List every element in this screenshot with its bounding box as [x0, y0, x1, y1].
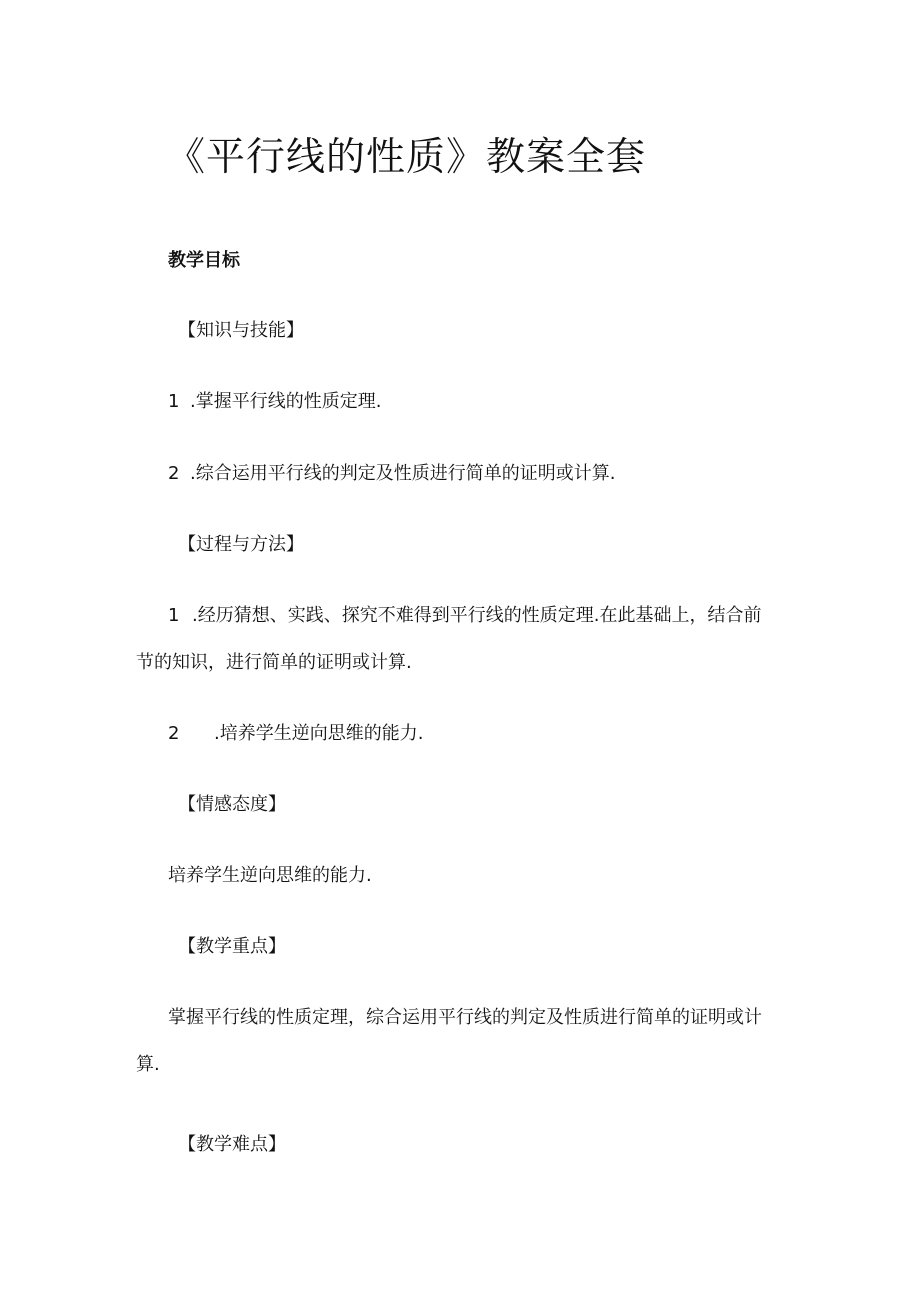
knowledge-heading: 【知识与技能】	[178, 320, 304, 341]
key-text-line1: 掌握平行线的性质定理，综合运用平行线的判定及性质进行简单的证明或计	[168, 1007, 762, 1028]
item-number: 2	[168, 723, 180, 744]
document-title: 《平行线的性质》教案全套	[166, 135, 647, 180]
difficulty-heading: 【教学难点】	[178, 1134, 286, 1155]
knowledge-item-2	[168, 461, 615, 487]
key-heading: 【教学重点】	[178, 936, 286, 957]
emotion-text: 培养学生逆向思维的能力.	[168, 865, 372, 886]
item-number: 1	[168, 605, 180, 626]
process-heading: 【过程与方法】	[178, 534, 304, 555]
objectives-heading: 教学目标	[168, 250, 240, 271]
item-text: .掌握平行线的性质定理.	[190, 391, 382, 412]
process-item-1-line1	[168, 603, 761, 629]
item-text: .综合运用平行线的判定及性质进行简单的证明或计算.	[190, 463, 616, 484]
process-item-1-line2: 节的知识，进行简单的证明或计算.	[136, 652, 412, 673]
item-text: .培养学生逆向思维的能力.	[214, 723, 424, 744]
key-text-line2: 算.	[136, 1054, 160, 1075]
item-number: 1	[168, 391, 180, 412]
knowledge-item-1	[168, 389, 381, 415]
emotion-heading: 【情感态度】	[178, 794, 286, 815]
item-number: 2	[168, 463, 180, 484]
process-item-2	[168, 721, 423, 747]
item-text: .经历猜想、实践、探究不难得到平行线的性质定理.在此基础上，结合前	[192, 605, 762, 626]
